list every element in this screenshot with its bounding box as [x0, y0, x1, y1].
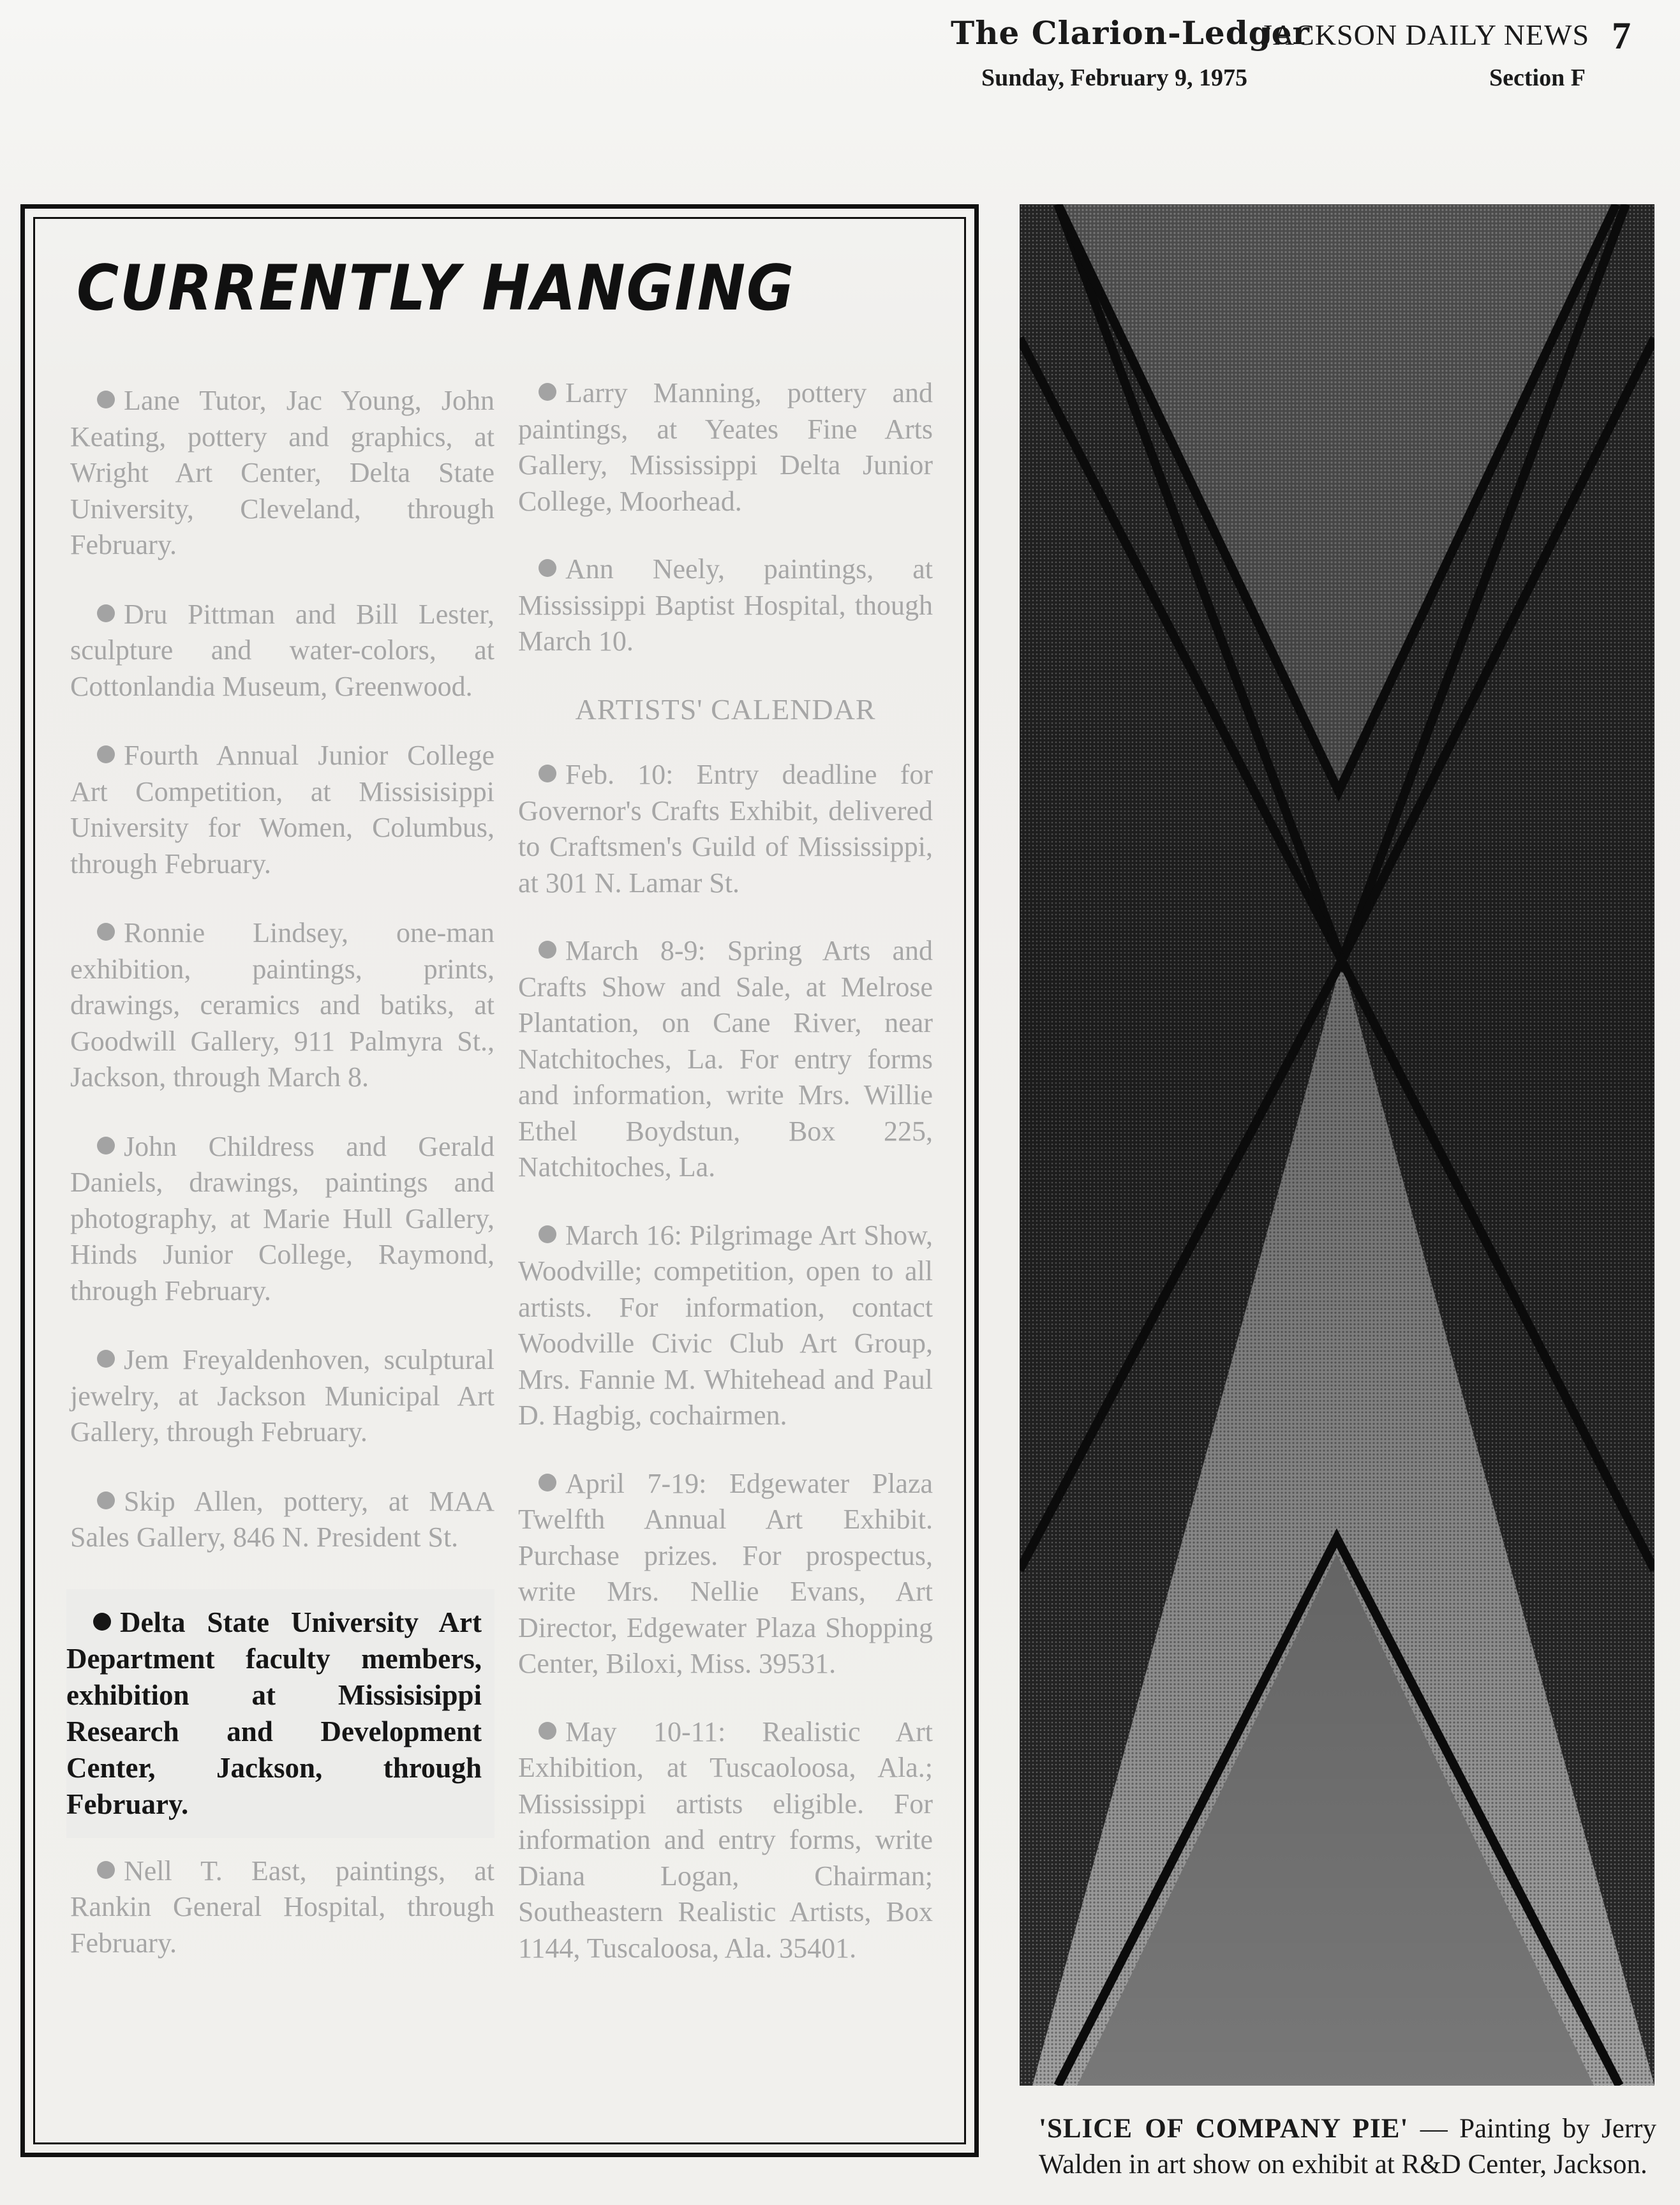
listing-item: Ronnie Lindsey, one-man exhibition, paintings, prints, drawings, ceramics and batiks, at Goodwill Gallery, 911 Palmyra St., Jackson, through March 8. [70, 917, 494, 1093]
bullet-icon [97, 604, 115, 622]
left-column [66, 383, 494, 1994]
issue-date: Sunday, February 9, 1975 [981, 64, 1248, 91]
masthead [951, 14, 1646, 97]
highlighted-listing-item: Delta State University Art Department faculty members, exhibition at Missisisippi Research and Development Center, Jackson, through February. [66, 1589, 494, 1838]
page-number: 7 [1612, 15, 1631, 57]
calendar-heading: ARTISTS' CALENDAR [575, 692, 876, 726]
bullet-icon [539, 1722, 556, 1740]
listing-item: Skip Allen, pottery, at MAA Sales Gallery, 846 N. President St. [70, 1485, 494, 1553]
bullet-icon [539, 941, 556, 959]
listing-item: Nell T. East, paintings, at Rankin General Hospital, through February. [70, 1855, 494, 1959]
calendar-item: March 8-9: Spring Arts and Crafts Show and Sale, at Melrose Plantation, on Cane River, near Natchitoches, La. For entry forms and information, write Mrs. Willie Ethel Boydstun, Box 225, Natchitoches, La. [518, 935, 933, 1183]
listing-item: Lane Tutor, Jac Young, John Keating, pottery and graphics, at Wright Art Center, Delta State University, Cleveland, through February. [70, 385, 494, 560]
right-column [518, 375, 933, 1998]
bullet-icon [97, 1491, 115, 1509]
listing-item: Jem Freyaldenhoven, sculptural jewelry, at Jackson Municipal Art Gallery, through February. [70, 1344, 494, 1447]
secondary-newspaper-name: JACKSON DAILY NEWS [1261, 19, 1590, 51]
article-headline: CURRENTLY HANGING [77, 252, 795, 325]
bullet-icon [97, 1350, 115, 1368]
painting-shading [1020, 204, 1654, 2086]
listing-item: Fourth Annual Junior College Art Competition, at Missisisippi University for Women, Columbus, through February. [70, 740, 494, 879]
calendar-item: March 16: Pilgrimage Art Show, Woodville; competition, open to all artists. For information, contact Woodville Civic Club Art Group, Mrs. Fannie M. Whitehead and Paul D. Hagbig, cochairmen. [518, 1219, 933, 1431]
bullet-icon [539, 1225, 556, 1243]
bullet-icon [539, 1474, 556, 1491]
calendar-item: April 7-19: Edgewater Plaza Twelfth Annual Art Exhibit. Purchase prizes. For prospectus, write Mrs. Nellie Evans, Art Director, Edgewater Plaza Shopping Center, Biloxi, Miss. 39531. [518, 1467, 933, 1679]
calendar-item: Feb. 10: Entry deadline for Governor's Crafts Exhibit, delivered to Craftsmen's Guild of Mississippi, at 301 N. Lamar St. [518, 759, 933, 899]
listing-item: Dru Pittman and Bill Lester, sculpture and water-colors, at Cottonlandia Museum, Greenwood. [70, 598, 494, 702]
painting-photo [1020, 204, 1654, 2086]
bullet-icon [539, 765, 556, 782]
newspaper-name: The Clarion-Ledger [951, 14, 1310, 52]
caption-title: 'SLICE OF COMPANY PIE' [1039, 2114, 1409, 2144]
bullet-icon [97, 391, 115, 408]
bullet-icon [97, 745, 115, 763]
listing-item: John Childress and Gerald Daniels, drawings, paintings and photography, at Marie Hull Gallery, Hinds Junior College, Raymond, through February. [70, 1130, 494, 1306]
photo-caption [1039, 2111, 1656, 2183]
calendar-item: May 10-11: Realistic Art Exhibition, at Tuscaoloosa, Ala.; Mississippi artists eligible. For information and entry forms, write Diana Logan, Chairman; Southeastern Realistic Artists, Box 1144, Tuscaloosa, Ala. 35401. [518, 1715, 933, 1964]
caption-text: — Painting by Jerry Walden in art show on exhibit at R&D Center, Jackson. [1039, 2114, 1656, 2179]
bullet-icon [97, 923, 115, 941]
listing-item: Larry Manning, pottery and paintings, at Yeates Fine Arts Gallery, Mississippi Delta Junior College, Moorhead. [518, 377, 933, 517]
bullet-icon [97, 1861, 115, 1879]
bullet-icon [539, 383, 556, 401]
bullet-icon [93, 1613, 111, 1631]
listing-item: Ann Neely, paintings, at Mississippi Baptist Hospital, though March 10. [518, 553, 933, 657]
bullet-icon [539, 559, 556, 577]
bullet-icon [97, 1137, 115, 1155]
section-label: Section F [1489, 64, 1586, 91]
